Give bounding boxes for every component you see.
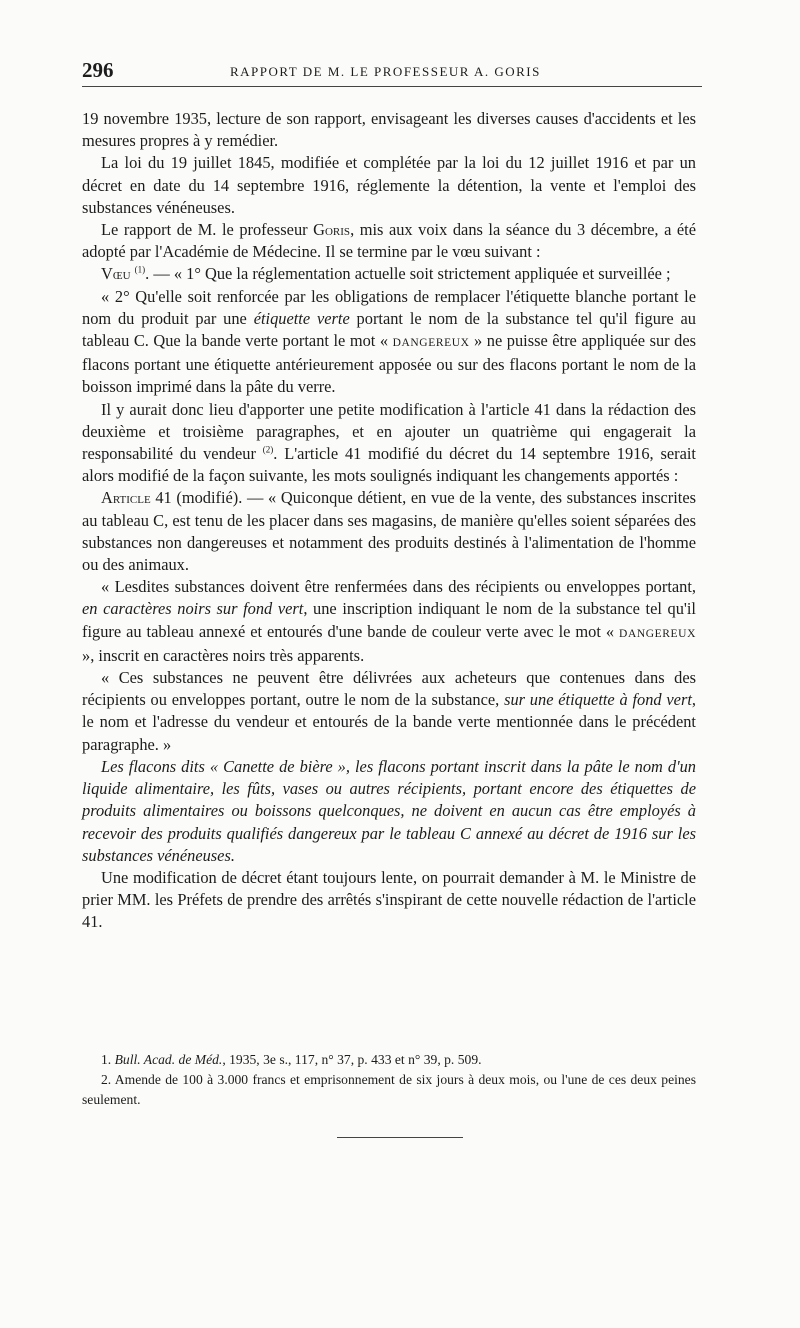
paragraph-8-text-c: », inscrit en caractères noirs très apparents. — [82, 645, 365, 665]
dangereux-word: DANGEREUX — [392, 337, 470, 350]
paragraph-10 — [82, 756, 696, 867]
author-name: Goris — [313, 220, 351, 240]
paragraph-8-text-a: « Lesdites substances doivent être renfermées dans des récipients ou enveloppes portant, — [101, 577, 696, 597]
dangereux-word-2: DANGEREUX — [619, 627, 696, 640]
paragraph-9-text-a: « Ces substances ne peuvent être délivrées aux acheteurs que contenues dans des récipients ou enveloppes portant, outre le nom de la substance, — [82, 668, 696, 710]
footnote-ref-2: (2) — [262, 444, 274, 455]
paragraph-8 — [82, 576, 696, 667]
paragraph-1-text: 19 novembre 1935, lecture de son rapport, envisageant les diverses causes d'accidents et les mesures propres à y remédier. — [82, 109, 696, 151]
paragraph-3 — [82, 219, 696, 263]
paragraph-8-text-b: , une inscription indiquant le nom de la substance tel qu'il figure au tableau annexé et entourés d'une bande de couleur verte avec le mot « — [82, 599, 696, 641]
paragraph-11-text: Une modification de décret étant toujours lente, on pourrait demander à M. le Ministre de prier MM. les Préfets de prendre des arrêtés s'inspirant de cette nouvelle rédaction de l'article 41. — [82, 867, 696, 932]
footnote-2 — [82, 1070, 696, 1110]
paragraph-2-text: La loi du 19 juillet 1845, modifiée et complétée par la loi du 12 juillet 1916 et par un décret en date du 14 septembre 1916, réglemente la détention, la vente et l'emploi des substances vénéneuses. — [82, 153, 696, 217]
paragraph-6-text-a: Il y aurait donc lieu d'apporter une petite modification à l'article 41 dans la rédaction des deuxième et troisième paragraphes, et en ajouter un quatrième qui engagerait la responsabilité du vendeur — [82, 399, 696, 464]
paragraph-1 — [82, 108, 696, 152]
paragraph-4 — [82, 263, 696, 285]
paragraph-3-text-a: Le rapport de M. le professeur — [101, 220, 314, 240]
footnote-1-journal: Bull. Acad. de Méd. — [114, 1052, 223, 1067]
paragraph-5-text-b: portant le nom de la substance tel qu'il figure au tableau C. Que la bande verte portant le mot « — [82, 308, 696, 351]
article-label: Article — [101, 488, 151, 508]
footnote-1-number: 1. — [101, 1052, 115, 1067]
paragraph-3-text-b: , mis aux voix dans la séance du 3 décembre, a été adopté par l'Académie de Médecine. Il se termine par le vœu suivant : — [82, 220, 696, 262]
footnotes — [82, 1050, 696, 1110]
paragraph-6-text-b: . L'article 41 modifié du décret du 14 septembre 1916, serait alors modifié de la façon suivante, les mots soulignés indiquant les changements apportés : — [82, 444, 696, 486]
paragraph-9 — [82, 667, 696, 756]
footnote-1 — [82, 1050, 696, 1070]
body-text — [82, 108, 696, 934]
paragraph-2 — [82, 152, 696, 219]
paragraph-8-italic: en caractères noirs sur fond vert — [82, 599, 304, 619]
paragraph-5-italic: étiquette verte — [253, 308, 350, 328]
paragraph-9-text-b: , le nom et l'adresse du vendeur et entourés de la bande verte mentionnée dans le précédent paragraphe. » — [82, 690, 697, 754]
paragraph-5-text-c: » ne puisse être appliquée sur des flacons portant une étiquette antérieurement apposée ou sur des flacons portant le nom de la boisson imprimé dans la pâte du verre. — [82, 331, 696, 397]
paragraph-6 — [82, 399, 696, 488]
paragraph-9-italic: sur une étiquette à fond vert — [504, 690, 692, 710]
paragraph-10-text: Les flacons dits « Canette de bière », les flacons portant inscrit dans la pâte le nom d'un liquide alimentaire, les fûts, vases ou autres récipients, portant encore des étiquettes de produits alimentaires ou boissons quelconques, ne doivent en aucun cas être employés à recevoir des produits qualifiés dangereux par le tableau C annexé au décret de 1916 sur les substances vénéneuses. — [82, 756, 696, 865]
running-title: RAPPORT DE M. LE PROFESSEUR A. GORIS — [230, 64, 541, 79]
paragraph-5 — [82, 286, 696, 399]
closing-rule — [337, 1137, 463, 1138]
page-header — [82, 58, 702, 87]
paragraph-11 — [82, 867, 696, 934]
paragraph-7 — [82, 487, 696, 576]
footnote-1-text: , 1935, 3e s., 117, n° 37, p. 433 et n° 39, p. 509. — [222, 1052, 482, 1067]
paragraph-4-text: . — « 1° Que la réglementation actuelle soit strictement appliquée et surveillée ; — [145, 264, 671, 284]
footnote-2-text: 2. Amende de 100 à 3.000 francs et emprisonnement de six jours à deux mois, ou l'une de ces deux peines seulement. — [82, 1072, 696, 1107]
voeu-label: Vœu — [101, 264, 131, 284]
paragraph-7-text: 41 (modifié). — « Quiconque détient, en vue de la vente, des substances inscrites au tableau C, est tenu de les placer dans ses magasins, de manière qu'elles soient séparées des substances non dangereuses et notamment des produits destinés à l'alimentation de l'homme ou des animaux. — [82, 488, 696, 575]
page-number: 296 — [82, 58, 114, 82]
footnote-ref-1: (1) — [134, 264, 146, 275]
paragraph-5-text-a: « 2° Qu'elle soit renforcée par les obligations de remplacer l'étiquette blanche portant le nom du produit par une — [82, 286, 696, 328]
